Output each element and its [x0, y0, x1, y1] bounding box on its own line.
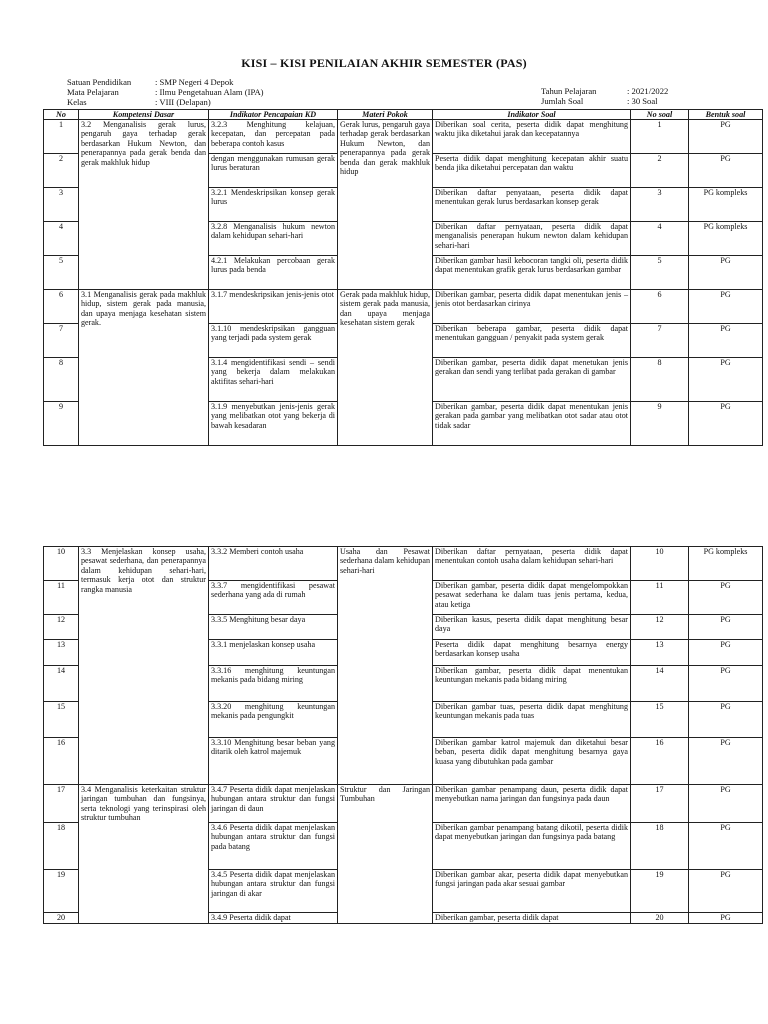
bentuk-soal-cell: PG — [689, 823, 763, 870]
meta-label: Mata Pelajaran — [67, 87, 119, 98]
bentuk-soal-cell: PG — [689, 324, 763, 358]
row-no: 17 — [44, 785, 79, 823]
indikator-soal-cell: Diberikan gambar katrol majemuk dan diketahui besar beban, peserta didik dapat menghitung besarnya gaya kuasa yang dibutuhkan pada gambar — [433, 738, 631, 785]
kd-cell: 3.2 Menganalisis gerak lurus, pengaruh gaya terhadap gerak berdasarkan Hukum Newton, dan penerapannya pada gerak benda dan gerak makhluk hidup — [79, 120, 209, 290]
indikator-kd-cell: 3.3.16 menghitung keuntungan mekanis pada bidang miring — [209, 666, 338, 702]
indikator-soal-cell: Diberikan gambar, peserta didik dapat menetukan jenis gerakan dan sendi yang terlibat pada gerakan di gambar — [433, 358, 631, 402]
bentuk-soal-cell: PG kompleks — [689, 547, 763, 581]
row-no: 1 — [44, 120, 79, 154]
header-indikator-kd: Indikator Pencapaian KD — [209, 110, 338, 120]
row-no: 16 — [44, 738, 79, 785]
kd-cell: 3.3 Menjelaskan konsep usaha, pesawat sederhana, dan penerapannya dalam kehidupan sehari-hari, termasuk kerja otot dan struktur rangka manusia — [79, 547, 209, 785]
header-no: No — [44, 110, 79, 120]
indikator-soal-cell: Peserta didik dapat menghitung besarnya energy berdasarkan konsep usaha — [433, 640, 631, 666]
meta-value: : SMP Negeri 4 Depok — [155, 77, 234, 87]
bentuk-soal-cell: PG — [689, 640, 763, 666]
meta-value: : VIII (Delapan) — [155, 97, 211, 108]
materi-cell: Usaha dan Pesawat sederhana dalam kehidupan sehari-hari — [338, 547, 433, 785]
bentuk-soal-cell: PG — [689, 358, 763, 402]
indikator-kd-cell: 4.2.1 Melakukan percobaan gerak lurus pada benda — [209, 256, 338, 290]
bentuk-soal-cell: PG — [689, 913, 763, 924]
indikator-kd-cell: 3.3.10 Menghitung besar beban yang ditarik oleh katrol majemuk — [209, 738, 338, 785]
bentuk-soal-cell: PG — [689, 785, 763, 823]
indikator-soal-cell: Diberikan gambar, peserta didik dapat menentukan jenis – jenis otot berdasarkan cirinya — [433, 290, 631, 324]
meta-label: Tahun Pelajaran — [541, 86, 597, 96]
bentuk-soal-cell: PG — [689, 702, 763, 738]
table-row — [44, 785, 763, 823]
indikator-kd-cell: 3.4.5 Peserta didik dapat menjelaskan hubungan antara struktur dan fungsi jaringan di akar — [209, 870, 338, 913]
indikator-soal-cell: Diberikan soal cerita, peserta didik dapat menghitung waktu jika diketahui jarak dan kecepatannya — [433, 120, 631, 154]
row-no: 19 — [44, 870, 79, 913]
bentuk-soal-cell: PG — [689, 581, 763, 615]
bentuk-soal-cell: PG — [689, 154, 763, 188]
indikator-kd-cell: 3.1.9 menyebutkan jenis-jenis gerak yang melibatkan otot yang bekerja di bawah kesadaran — [209, 402, 338, 446]
row-no: 7 — [44, 324, 79, 358]
header-indikator-soal: Indikator Soal — [433, 110, 631, 120]
indikator-soal-cell: Diberikan gambar, peserta didik dapat mengelompokkan pesawat sederhana ke dalam tuas jenis pertama, kedua, atau ketiga — [433, 581, 631, 615]
no-soal-cell: 12 — [631, 615, 689, 640]
no-soal-cell: 3 — [631, 188, 689, 222]
no-soal-cell: 2 — [631, 154, 689, 188]
bentuk-soal-cell: PG — [689, 120, 763, 154]
no-soal-cell: 14 — [631, 666, 689, 702]
meta-right — [541, 86, 668, 106]
kd-cell: 3.1 Menganalisis gerak pada makhluk hidup, sistem gerak pada manusia, dan upaya menjaga kesehatan sistem gerak. — [79, 290, 209, 446]
no-soal-cell: 10 — [631, 547, 689, 581]
indikator-soal-cell: Diberikan daftar penyataan, peserta didik dapat menentukan gerak lurus berdasarkan konsep gerak — [433, 188, 631, 222]
row-no: 13 — [44, 640, 79, 666]
kisi-table-2 — [43, 546, 763, 924]
indikator-soal-cell: Diberikan gambar, peserta didik dapat menentukan keuntungan mekanis pada bidang miring — [433, 666, 631, 702]
indikator-soal-cell: Diberikan gambar penampang batang dikotil, peserta didik dapat menyebutkan jaringan dan fungsinya pada batang — [433, 823, 631, 870]
no-soal-cell: 19 — [631, 870, 689, 913]
indikator-soal-cell: Diberikan gambar tuas, peserta didik dapat menghitung keuntungan mekanis pada tuas — [433, 702, 631, 738]
no-soal-cell: 9 — [631, 402, 689, 446]
meta-left — [67, 77, 264, 108]
indikator-kd-cell: 3.2.3 Menghitung kelajuan, kecepatan, dan percepatan pada beberapa contoh kasus — [209, 120, 338, 154]
indikator-soal-cell: Diberikan gambar, peserta didik dapat menentukan jenis gerakan pada gambar yang melibatkan otot sadar atau otot tidak sadar — [433, 402, 631, 446]
bentuk-soal-cell: PG — [689, 738, 763, 785]
table-row — [44, 120, 763, 154]
document-title: KISI – KISI PENILAIAN AKHIR SEMESTER (PAS) — [241, 56, 527, 70]
row-no: 4 — [44, 222, 79, 256]
table-row — [44, 547, 763, 581]
no-soal-cell: 15 — [631, 702, 689, 738]
no-soal-cell: 4 — [631, 222, 689, 256]
no-soal-cell: 8 — [631, 358, 689, 402]
meta-label: Kelas — [67, 97, 87, 108]
no-soal-cell: 20 — [631, 913, 689, 924]
kisi-table-1 — [43, 109, 763, 446]
indikator-soal-cell: Diberikan gambar, peserta didik dapat — [433, 913, 631, 924]
row-no: 14 — [44, 666, 79, 702]
indikator-soal-cell: Peserta didik dapat menghitung kecepatan akhir suatu benda jika diketahui percepatan dan waktu — [433, 154, 631, 188]
header-bentuk-soal: Bentuk soal — [689, 110, 763, 120]
header-kd: Kompetensi Dasar — [79, 110, 209, 120]
indikator-soal-cell: Diberikan beberapa gambar, peserta didik dapat menentukan gangguan / penyakit pada system gerak — [433, 324, 631, 358]
header-materi: Materi Pokok — [338, 110, 433, 120]
row-no: 9 — [44, 402, 79, 446]
row-no: 3 — [44, 188, 79, 222]
indikator-kd-cell: 3.2.1 Mendeskripsikan konsep gerak lurus — [209, 188, 338, 222]
bentuk-soal-cell: PG — [689, 256, 763, 290]
bentuk-soal-cell: PG — [689, 870, 763, 913]
row-no: 10 — [44, 547, 79, 581]
no-soal-cell: 18 — [631, 823, 689, 870]
materi-cell: Gerak lurus, pengaruh gaya terhadap gerak berdasarkan Hukum Newton, dan penerapannya pada gerak benda dan gerak makhluk hidup — [338, 120, 433, 290]
no-soal-cell: 5 — [631, 256, 689, 290]
meta-row-subject — [67, 87, 264, 97]
materi-cell: Struktur dan Jaringan Tumbuhan — [338, 785, 433, 924]
indikator-soal-cell: Diberikan gambar hasil kebocoran tangki oli, peserta didik dapat menentukan grafik gerak lurus berdasarkan gambar — [433, 256, 631, 290]
meta-row-count — [541, 96, 668, 106]
no-soal-cell: 1 — [631, 120, 689, 154]
row-no: 18 — [44, 823, 79, 870]
no-soal-cell: 11 — [631, 581, 689, 615]
bentuk-soal-cell: PG kompleks — [689, 222, 763, 256]
meta-value: : 30 Soal — [627, 96, 658, 107]
indikator-kd-cell: 3.3.5 Menghitung besar daya — [209, 615, 338, 640]
indikator-kd-cell: 3.4.7 Peserta didik dapat menjelaskan hubungan antara struktur dan fungsi jaringan di daun — [209, 785, 338, 823]
no-soal-cell: 6 — [631, 290, 689, 324]
meta-label: Satuan Pendidikan — [67, 77, 132, 87]
indikator-soal-cell: Diberikan daftar pernyataan, peserta didik dapat menentukan contoh usaha dalam kehidupan sehari-hari — [433, 547, 631, 581]
no-soal-cell: 13 — [631, 640, 689, 666]
row-no: 6 — [44, 290, 79, 324]
bentuk-soal-cell: PG — [689, 666, 763, 702]
indikator-kd-cell: 3.4.6 Peserta didik dapat menjelaskan hubungan antara struktur dan fungsi pada batang — [209, 823, 338, 870]
indikator-kd-cell: 3.3.20 menghitung keuntungan mekanis pada pengungkit — [209, 702, 338, 738]
meta-label: Jumlah Soal — [541, 96, 584, 107]
row-no: 20 — [44, 913, 79, 924]
row-no: 8 — [44, 358, 79, 402]
indikator-kd-cell: 3.1.7 mendeskripsikan jenis-jenis otot — [209, 290, 338, 324]
indikator-kd-cell: 3.1.10 mendeskripsikan gangguan yang terjadi pada system gerak — [209, 324, 338, 358]
bentuk-soal-cell: PG — [689, 290, 763, 324]
row-no: 2 — [44, 154, 79, 188]
indikator-kd-cell: 3.1.4 mengidentifikasi sendi – sendi yang bekerja dalam melakukan aktifitas sehari-hari — [209, 358, 338, 402]
indikator-soal-cell: Diberikan gambar akar, peserta didik dapat menyebutkan fungsi jaringan pada akar sesuai gambar — [433, 870, 631, 913]
bentuk-soal-cell: PG — [689, 402, 763, 446]
indikator-soal-cell: Diberikan kasus, peserta didik dapat menghitung besar daya — [433, 615, 631, 640]
meta-value: : Ilmu Pengetahuan Alam (IPA) — [155, 87, 264, 98]
bentuk-soal-cell: PG — [689, 615, 763, 640]
bentuk-soal-cell: PG kompleks — [689, 188, 763, 222]
header-no-soal: No soal — [631, 110, 689, 120]
no-soal-cell: 16 — [631, 738, 689, 785]
no-soal-cell: 17 — [631, 785, 689, 823]
indikator-kd-cell: 3.2.8 Menganalisis hukum newton dalam kehidupan sehari-hari — [209, 222, 338, 256]
row-no: 12 — [44, 615, 79, 640]
row-no: 11 — [44, 581, 79, 615]
row-no: 15 — [44, 702, 79, 738]
meta-value: : 2021/2022 — [627, 86, 669, 96]
kd-cell: 3.4 Menganalisis keterkaitan struktur jaringan tumbuhan dan fungsinya, serta teknologi yang terinspirasi oleh struktur tumbuhan — [79, 785, 209, 924]
indikator-kd-cell: 3.4.9 Peserta didik dapat — [209, 913, 338, 924]
indikator-soal-cell: Diberikan gambar penampang daun, peserta didik dapat menyebutkan nama jaringan dan fungsinya pada daun — [433, 785, 631, 823]
materi-cell: Gerak pada makhluk hidup, sistem gerak pada manusia, dan upaya menjaga kesehatan sistem gerak — [338, 290, 433, 446]
meta-row-school — [67, 77, 264, 87]
indikator-kd-cell: 3.3.2 Memberi contoh usaha — [209, 547, 338, 581]
table-row — [44, 290, 763, 324]
meta-row-class — [67, 97, 264, 107]
no-soal-cell: 7 — [631, 324, 689, 358]
indikator-kd-cell: 3.3.7 mengidentifikasi pesawat sederhana yang ada di rumah — [209, 581, 338, 615]
row-no: 5 — [44, 256, 79, 290]
meta-row-year — [541, 86, 668, 96]
indikator-soal-cell: Diberikan daftar pernyataan, peserta didik dapat menganalisis penerapan hukum newton dalam kehidupan sehari-hari — [433, 222, 631, 256]
indikator-kd-cell: dengan menggunakan rumusan gerak lurus beraturan — [209, 154, 338, 188]
indikator-kd-cell: 3.3.1 menjelaskan konsep usaha — [209, 640, 338, 666]
table-header-row — [44, 110, 763, 120]
